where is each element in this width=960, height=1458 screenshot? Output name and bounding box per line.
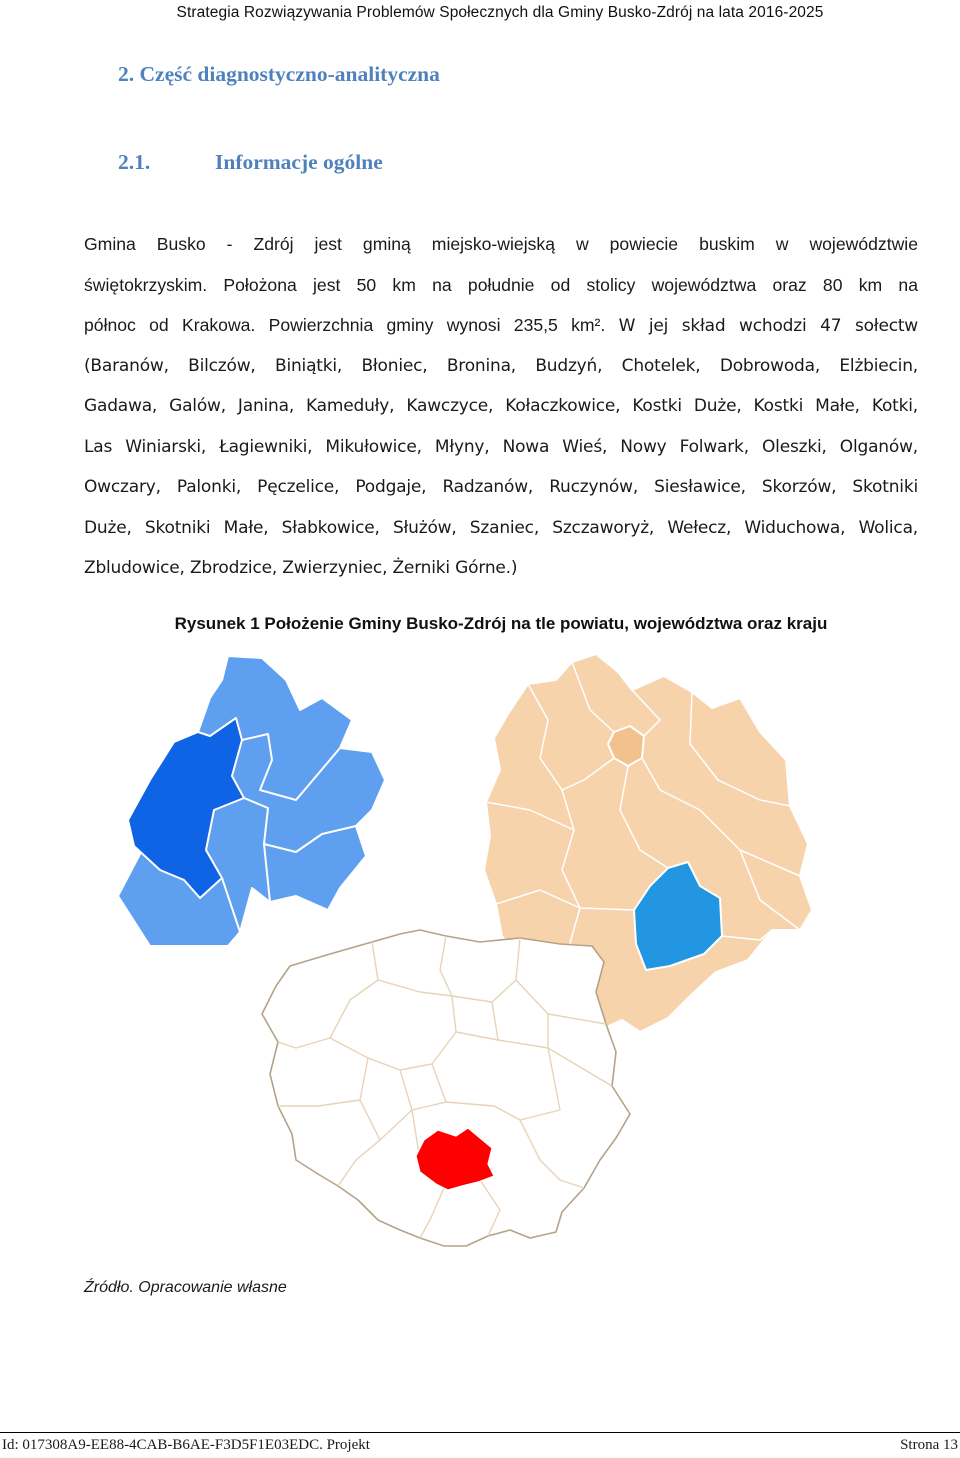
footer-divider (0, 1432, 960, 1433)
paragraph-line: Gmina Busko - Zdrój jest gminą miejsko-wiejską w powiecie buskim w województwie (84, 234, 918, 254)
location-maps-figure (0, 640, 960, 1280)
paragraph-line: Duże, Skotniki Małe, Słabkowice, Służów, Szaniec, Szczaworyż, Wełecz, Widuchowa, Wolica, (84, 517, 918, 538)
figure-source: Źródło. Opracowanie własne (84, 1279, 287, 1296)
poland-outline (262, 930, 630, 1246)
paragraph-line: Gadawa, Galów, Janina, Kameduły, Kawczyce, Kołaczkowice, Kostki Duże, Kostki Małe, Kotki, (84, 396, 918, 416)
footer-page-number: Strona 13 (900, 1437, 958, 1453)
paragraph-line: Owczary, Palonki, Pęczelice, Podgaje, Radzanów, Ruczynów, Siesławice, Skorzów, Skotniki (84, 477, 918, 497)
page-header: Strategia Rozwiązywania Problemów Społecznych dla Gminy Busko-Zdrój na lata 2016-2025 (176, 4, 824, 21)
paragraph-line: (Baranów, Bilczów, Biniątki, Błoniec, Bronina, Budzyń, Chotelek, Dobrowoda, Elżbiecin, (84, 355, 918, 376)
footer-document-id: Id: 017308A9-EE88-4CAB-B6AE-F3D5F1E03EDC. Projekt (2, 1437, 370, 1453)
paragraph-line: Las Winiarski, Łagiewniki, Mikułowice, Młyny, Nowa Wieś, Nowy Folwark, Oleszki, Olganów, (84, 436, 918, 457)
paragraph-line: świętokrzyskim. Położona jest 50 km na południe od stolicy województwa oraz 80 km na (84, 274, 918, 295)
poland-map (262, 930, 630, 1246)
paragraph-line (84, 305, 918, 346)
figure-caption: Rysunek 1 Położenie Gminy Busko-Zdrój na tle powiatu, województwa oraz kraju (174, 614, 828, 633)
powiat-map (118, 656, 385, 946)
intro-paragraph (84, 224, 918, 589)
subsection-title: Informacje ogólne (215, 150, 383, 174)
subsection-number: 2.1. (118, 150, 151, 174)
paragraph-line: Zbludowice, Zbrodzice, Zwierzyniec, Żerniki Górne.) (84, 558, 518, 578)
paragraph-line-end: W jej skład wchodzi 47 sołectw (618, 316, 919, 336)
section-heading: 2. Część diagnostyczno-analityczna (118, 62, 440, 86)
paragraph-line-start: północ od Krakowa. Powierzchnia gminy wynosi 235,5 km². (84, 315, 606, 335)
